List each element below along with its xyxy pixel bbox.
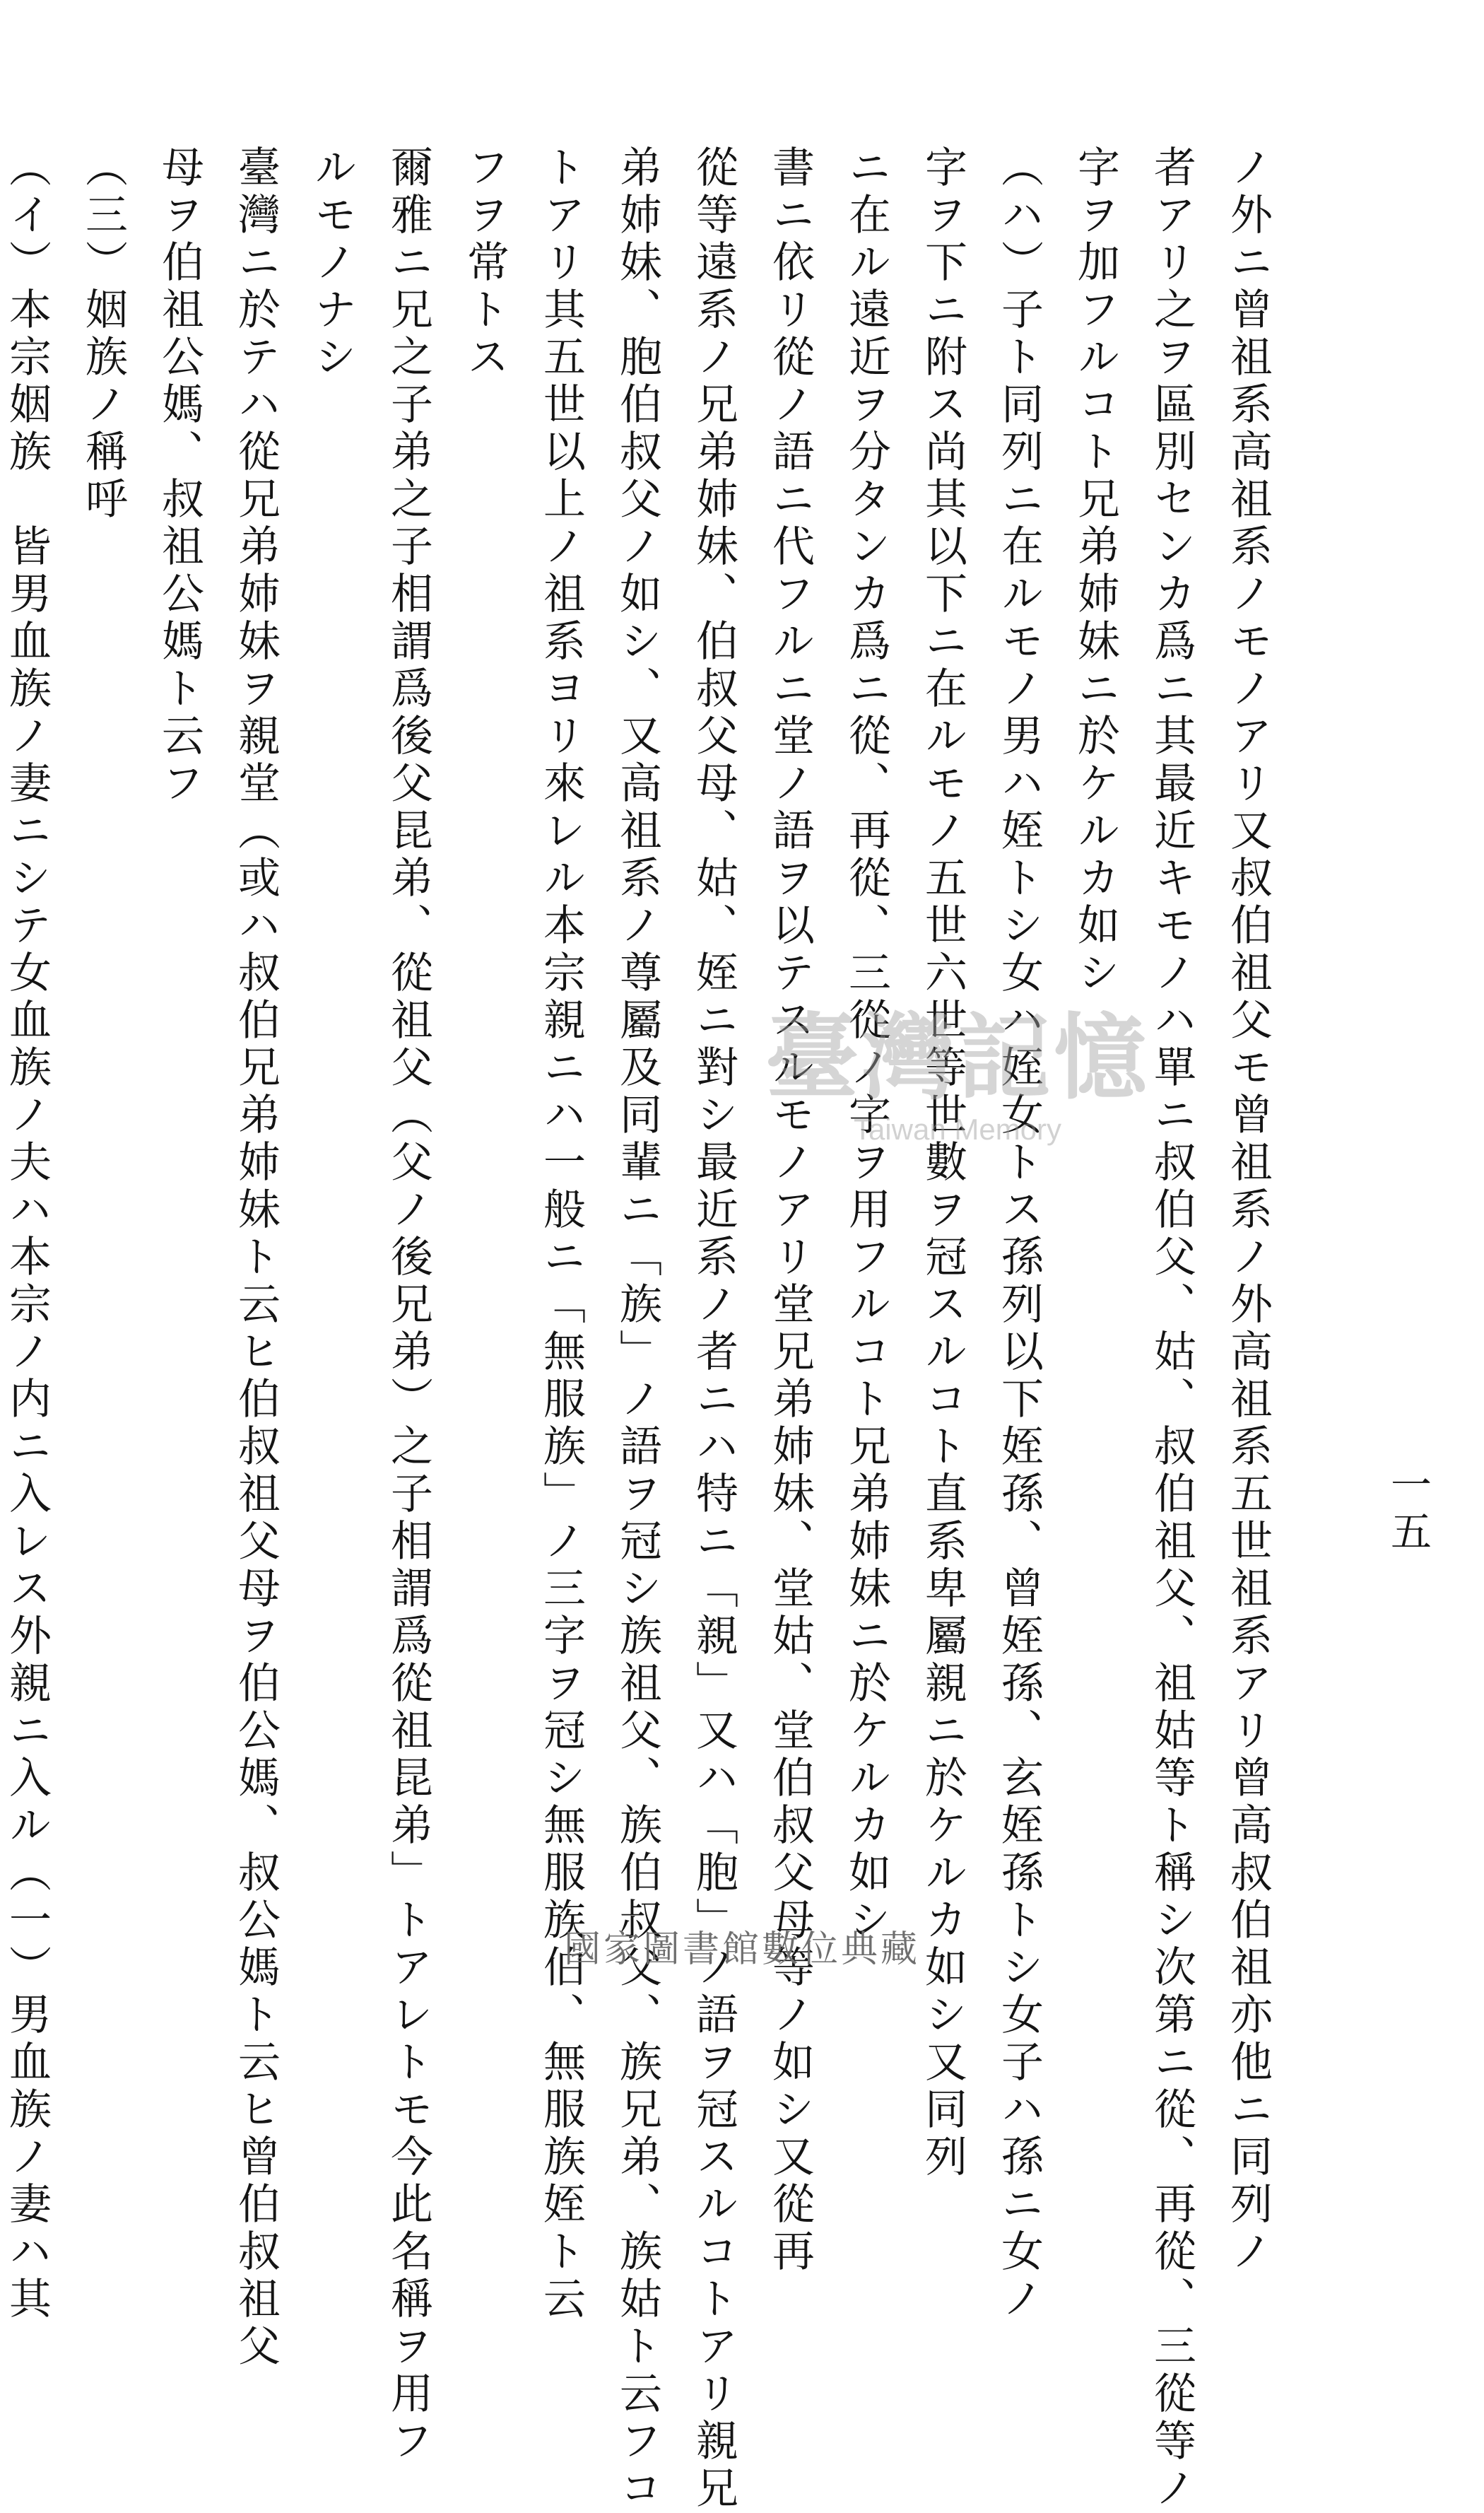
watermark-chinese: 臺灣記憶: [765, 1004, 1150, 1113]
text-line: 弟姉妹、胞伯叔父ノ如シ、又高祖系ノ尊屬及同輩ニ「族」ノ語ヲ冠シ族祖父、族伯叔父、族兄弟、族姑ト云フコ: [613, 145, 662, 2513]
section-heading: （三）姻族ノ稱呼: [78, 145, 128, 524]
watermark-english: Taiwan Memory: [853, 1113, 1062, 1146]
text-line: 字ヲ加フルコト兄弟姉妹ニ於ケルカ如シ: [1071, 145, 1120, 997]
text-line: ノ外ニ曾祖系高祖系ノモノアリ又叔伯祖父モ曾祖系ノ外高祖系五世祖系アリ曾高叔伯祖亦他ニ同列ノ: [1223, 145, 1273, 2276]
text-line: 母ヲ伯祖公媽、叔祖公媽ト云フ: [155, 145, 204, 808]
text-line: ニ在ル遠近ヲ分タンカ爲ニ從、再從、三從ノ字ヲ用フルコト兄弟姉妹ニ於ケルカ如シ: [842, 145, 891, 1945]
text-line: （イ）本宗姻族 皆男血族ノ妻ニシテ女血族ノ夫ハ本宗ノ内ニ入レス外親ニ入ル（一）男血族ノ妻ハ其: [2, 145, 52, 2324]
text-line: 從等遠系ノ兄弟姉妹、伯叔父母、姑、姪ニ對シ最近系ノ者ニハ特ニ「親」又ハ「胞」ノ語ヲ冠スルコトアリ親兄: [689, 145, 738, 2513]
text-line: 臺灣ニ於テハ從兄弟姉妹ヲ親堂（或ハ叔伯兄弟姉妹ト云ヒ伯叔祖父母ヲ伯公媽、叔公媽ト云ヒ曾伯叔祖父: [231, 145, 281, 2371]
footer-caption: 國家圖書館數位典藏: [563, 1928, 920, 1971]
text-line: 者アリ之ヲ區別センカ爲ニ其最近キモノハ單ニ叔伯父、姑、叔伯祖父、祖姑等ト稱シ次第ニ從、再從、三從等ノ: [1147, 145, 1196, 2513]
text-line: ルモノナシ: [307, 145, 357, 382]
watermark: [742, 983, 1173, 1152]
text-line: 字ヲ下ニ附ス尚其以下ニ在ルモノ五世六世等世數ヲ冠スルコト直系卑屬親ニ於ケルカ如シ又同列: [918, 145, 967, 2181]
text-line: トアリ其五世以上ノ祖系ヨリ來レル本宗親ニハ一般ニ「無服族」ノ三字ヲ冠シ無服族伯、無服族姪ト云: [536, 145, 586, 2324]
text-line: 爾雅ニ兄之子弟之子相謂爲後父昆弟、從祖父（父ノ後兄弟）之子相謂爲從祖昆弟」トアレトモ今此名稱ヲ用フ: [384, 145, 433, 2466]
text-line: 書ニ依リ從ノ語ニ代フルニ堂ノ語ヲ以テスルモノアリ堂兄弟姉妹、堂姑、堂伯叔父母等ノ如シ又從再: [765, 145, 815, 2276]
page-number: 一五: [1384, 1463, 1432, 1557]
text-line: フヲ常トス: [460, 145, 510, 382]
text-line: （ハ）子ト同列ニ在ルモノ男ハ姪トシ女ハ姪女トス孫列以下姪孫、曾姪孫、玄姪孫トシ女子ハ孫ニ女ノ: [994, 145, 1044, 2324]
